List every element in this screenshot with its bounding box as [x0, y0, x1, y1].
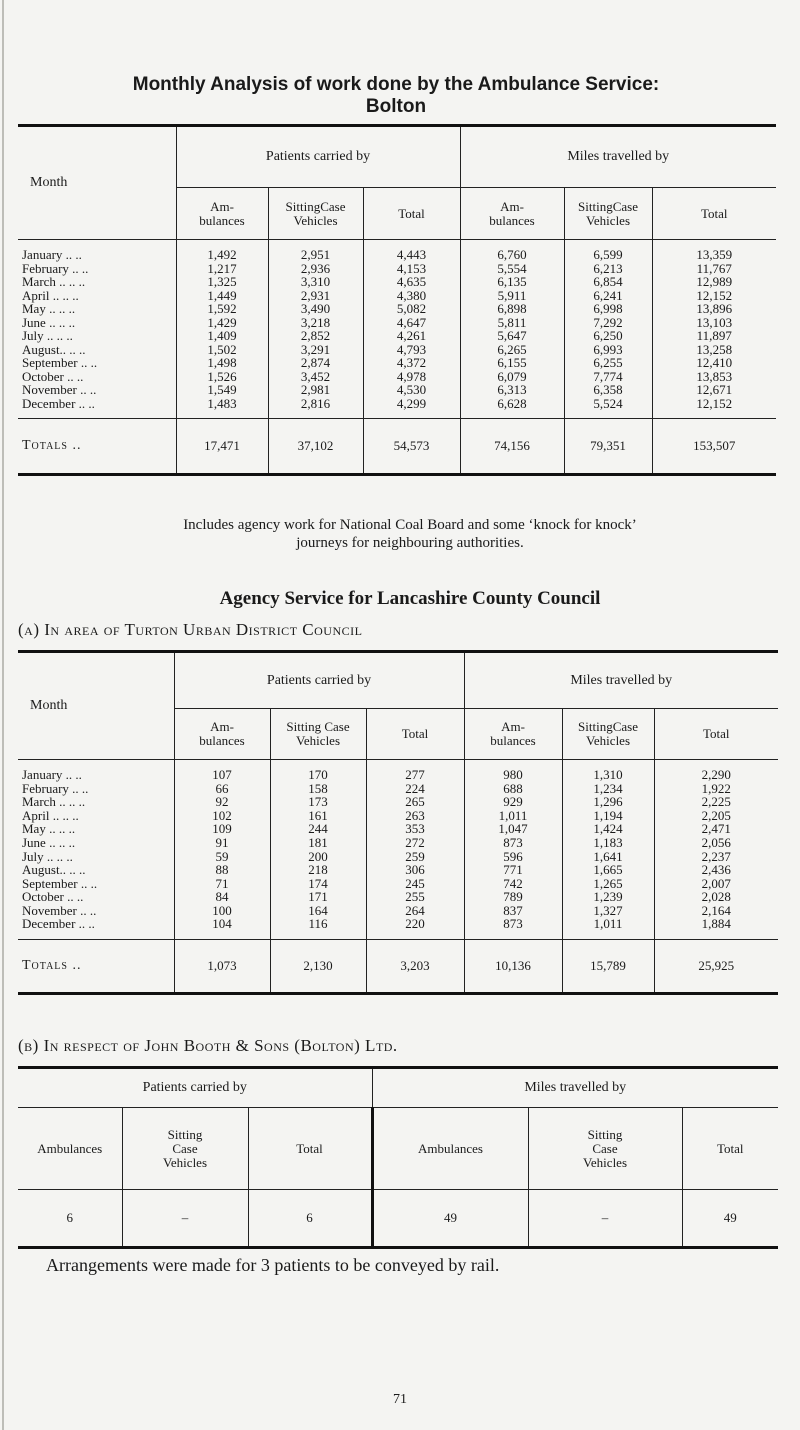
- value-cell: 2,436: [701, 862, 731, 878]
- value-cell: 2,874: [268, 356, 363, 370]
- booth-ambulances-header: Ambulances: [18, 1108, 122, 1190]
- value-cell: 789: [464, 890, 562, 904]
- month-cell: March .. .. ..: [18, 275, 176, 289]
- footnote-line-1: Includes agency work for National Coal Board and some ‘knock for knock’: [183, 517, 637, 533]
- value-cell: 6,599: [564, 240, 652, 262]
- value-cell: 6,250: [564, 329, 652, 343]
- booth-sitting-case-header: Sitting Case Vehicles: [122, 1108, 248, 1190]
- month-cell: July .. .. ..: [18, 329, 176, 343]
- sitting-case-miles-header: SittingCase Vehicles: [564, 188, 652, 240]
- booth-sitting-case-miles-header: Sitting Case Vehicles: [528, 1108, 682, 1190]
- value-cell: 1,884: [701, 916, 731, 932]
- value-cell: 66: [174, 782, 270, 796]
- value-cell: 1,641: [562, 849, 654, 863]
- value-cell: 4,380: [363, 289, 460, 303]
- month-cell: June .. .. ..: [18, 836, 174, 850]
- value-cell: 5,647: [460, 329, 564, 343]
- value-cell: 12,410: [696, 355, 733, 370]
- miles-travelled-header: Miles travelled by: [460, 126, 776, 188]
- value-cell: 6,313: [460, 383, 564, 397]
- table-row: [18, 760, 778, 782]
- value-cell: 353: [366, 822, 464, 836]
- value-cell: 6,135: [460, 275, 564, 289]
- value-cell: 1,502: [176, 343, 268, 357]
- table-row: [18, 302, 776, 316]
- value-cell: 71: [174, 877, 270, 891]
- month-cell: October .. ..: [18, 890, 174, 904]
- value-cell: 1,265: [562, 877, 654, 891]
- value-cell: 4,261: [363, 329, 460, 343]
- value-cell: 1,047: [464, 822, 562, 836]
- value-cell: 181: [270, 836, 366, 850]
- month-cell: December .. ..: [18, 397, 176, 419]
- booth-total-miles-header: Total: [716, 1140, 744, 1156]
- value-cell: 1,011: [562, 917, 654, 939]
- booth-value: –: [528, 1190, 682, 1248]
- value-cell: 170: [270, 760, 366, 782]
- booth-patients-header: Patients carried by: [18, 1068, 372, 1108]
- value-cell: 6,213: [564, 262, 652, 276]
- month-cell: September .. ..: [18, 356, 176, 370]
- value-cell: 5,911: [460, 289, 564, 303]
- page-edge-line: [2, 0, 4, 1430]
- miles-travelled-header: Miles travelled by: [464, 652, 778, 709]
- booth-miles-header: Miles travelled by: [372, 1068, 778, 1108]
- sitting-case-miles-header: SittingCase Vehicles: [562, 709, 654, 760]
- month-cell: September .. ..: [18, 877, 174, 891]
- table-row: [18, 397, 776, 419]
- value-cell: 306: [366, 863, 464, 877]
- table-row: [18, 809, 778, 823]
- table-row: [18, 904, 778, 918]
- page-number: 71: [393, 1392, 407, 1407]
- value-cell: 4,647: [363, 316, 460, 330]
- value-cell: 6,255: [564, 356, 652, 370]
- value-cell: 1,310: [562, 760, 654, 782]
- booth-value: 49: [723, 1210, 737, 1226]
- value-cell: 263: [366, 809, 464, 823]
- ambulances-miles-header: Am- bulances: [464, 709, 562, 760]
- table-row: [18, 329, 776, 343]
- value-cell: 1,429: [176, 316, 268, 330]
- value-cell: 13,103: [696, 314, 733, 330]
- table-row: [18, 383, 776, 397]
- value-cell: 6,998: [564, 302, 652, 316]
- footnote-line-2: journeys for neighbouring authorities.: [296, 535, 524, 551]
- value-cell: 4,793: [363, 343, 460, 357]
- table-row: [18, 836, 778, 850]
- value-cell: 59: [174, 849, 270, 863]
- value-cell: 84: [174, 890, 270, 904]
- value-cell: 107: [174, 760, 270, 782]
- total-value: 10,136: [464, 939, 562, 993]
- value-cell: 6,898: [460, 302, 564, 316]
- value-cell: 272: [366, 836, 464, 850]
- value-cell: 6,265: [460, 343, 564, 357]
- month-cell: March .. .. ..: [18, 795, 174, 809]
- value-cell: 1,492: [176, 240, 268, 262]
- table-row: [18, 890, 778, 904]
- table-row: [18, 822, 778, 836]
- value-cell: 2,471: [701, 821, 731, 837]
- value-cell: 6,760: [460, 240, 564, 262]
- arrangements-note: Arrangements were made for 3 patients to be conveyed by rail.: [46, 1255, 500, 1275]
- booth-value: 6: [248, 1190, 372, 1248]
- value-cell: 6,854: [564, 275, 652, 289]
- month-cell: January .. ..: [18, 760, 174, 782]
- value-cell: 6,155: [460, 356, 564, 370]
- value-cell: 2,225: [701, 794, 731, 810]
- value-cell: 244: [270, 822, 366, 836]
- table-row: [18, 343, 776, 357]
- total-value: 3,203: [366, 939, 464, 993]
- footnote: [40, 516, 780, 552]
- agency-title: Agency Service for Lancashire County Council: [219, 588, 601, 609]
- turton-heading: (a) In area of Turton Urban District Council: [18, 620, 363, 639]
- bolton-rows: [18, 240, 776, 419]
- title-line-2: Bolton: [365, 96, 427, 117]
- booth-value: –: [122, 1190, 248, 1248]
- value-cell: 6,993: [564, 343, 652, 357]
- value-cell: 1,498: [176, 356, 268, 370]
- value-cell: 4,530: [363, 383, 460, 397]
- value-cell: 5,082: [363, 302, 460, 316]
- value-cell: 929: [464, 795, 562, 809]
- value-cell: 742: [464, 877, 562, 891]
- value-cell: 873: [464, 917, 562, 939]
- totals-label: Totals ..: [18, 419, 176, 475]
- ambulances-miles-header: Am- bulances: [460, 188, 564, 240]
- value-cell: 259: [366, 849, 464, 863]
- value-cell: 2,007: [701, 875, 731, 891]
- value-cell: 1,325: [176, 275, 268, 289]
- table-row: [18, 240, 776, 262]
- value-cell: 2,028: [701, 889, 731, 905]
- value-cell: 224: [366, 782, 464, 796]
- value-cell: 11,767: [696, 260, 732, 276]
- month-cell: November .. ..: [18, 383, 176, 397]
- total-value: 1,073: [174, 939, 270, 993]
- value-cell: 102: [174, 809, 270, 823]
- month-cell: August.. .. ..: [18, 863, 174, 877]
- month-cell: October .. ..: [18, 370, 176, 384]
- value-cell: 4,299: [363, 397, 460, 419]
- month-cell: August.. .. ..: [18, 343, 176, 357]
- month-cell: February .. ..: [18, 782, 174, 796]
- value-cell: 88: [174, 863, 270, 877]
- value-cell: 2,816: [268, 397, 363, 419]
- total-header: Total: [366, 709, 464, 760]
- value-cell: 200: [270, 849, 366, 863]
- value-cell: 12,152: [696, 287, 733, 303]
- value-cell: 771: [464, 863, 562, 877]
- value-cell: 837: [464, 904, 562, 918]
- value-cell: 2,056: [701, 834, 731, 850]
- value-cell: 11,897: [696, 328, 732, 343]
- value-cell: 2,290: [701, 767, 731, 782]
- value-cell: 1,296: [562, 795, 654, 809]
- total-value: 153,507: [693, 438, 736, 454]
- value-cell: 2,852: [268, 329, 363, 343]
- value-cell: 2,164: [701, 902, 731, 918]
- booth-table: [18, 1066, 778, 1249]
- page-title: [16, 74, 776, 118]
- total-value: 17,471: [176, 419, 268, 475]
- value-cell: 1,194: [562, 809, 654, 823]
- sitting-case-header: SittingCase Vehicles: [268, 188, 363, 240]
- value-cell: 109: [174, 822, 270, 836]
- value-cell: 1,483: [176, 397, 268, 419]
- value-cell: 4,443: [363, 240, 460, 262]
- value-cell: 6,358: [564, 383, 652, 397]
- total-value: 79,351: [564, 419, 652, 475]
- value-cell: 277: [366, 760, 464, 782]
- value-cell: 1,217: [176, 262, 268, 276]
- table-row: [18, 877, 778, 891]
- value-cell: 1,922: [701, 780, 731, 796]
- booth-total-header: Total: [248, 1108, 372, 1190]
- value-cell: 161: [270, 809, 366, 823]
- value-cell: 4,635: [363, 275, 460, 289]
- value-cell: 218: [270, 863, 366, 877]
- table-row: [18, 262, 776, 276]
- value-cell: 7,774: [564, 370, 652, 384]
- table-row: [18, 370, 776, 384]
- value-cell: 174: [270, 877, 366, 891]
- value-cell: 12,671: [696, 382, 733, 397]
- value-cell: 596: [464, 849, 562, 863]
- value-cell: 688: [464, 782, 562, 796]
- total-value: 74,156: [460, 419, 564, 475]
- booth-value: 49: [372, 1190, 528, 1248]
- sitting-case-header: Sitting Case Vehicles: [270, 709, 366, 760]
- total-value: 15,789: [562, 939, 654, 993]
- value-cell: 264: [366, 904, 464, 918]
- table-row: [18, 795, 778, 809]
- value-cell: 13,896: [696, 301, 733, 316]
- value-cell: 4,978: [363, 370, 460, 384]
- value-cell: 173: [270, 795, 366, 809]
- value-cell: 5,524: [564, 397, 652, 419]
- month-cell: November .. ..: [18, 904, 174, 918]
- value-cell: 1,409: [176, 329, 268, 343]
- month-header: Month: [18, 652, 174, 760]
- value-cell: 3,291: [268, 343, 363, 357]
- ambulances-header: Am- bulances: [174, 709, 270, 760]
- value-cell: 3,310: [268, 275, 363, 289]
- value-cell: 13,853: [696, 368, 733, 384]
- value-cell: 1,526: [176, 370, 268, 384]
- table-row: [18, 356, 776, 370]
- value-cell: 1,549: [176, 383, 268, 397]
- month-header: Month: [18, 126, 176, 240]
- value-cell: 12,152: [696, 395, 733, 411]
- month-cell: April .. .. ..: [18, 289, 176, 303]
- patients-carried-header: Patients carried by: [174, 652, 464, 709]
- bolton-table: [18, 124, 776, 476]
- value-cell: 116: [270, 917, 366, 939]
- value-cell: 158: [270, 782, 366, 796]
- value-cell: 1,011: [464, 809, 562, 823]
- value-cell: 4,153: [363, 262, 460, 276]
- value-cell: 7,292: [564, 316, 652, 330]
- total-miles-header: Total: [700, 205, 728, 221]
- value-cell: 1,327: [562, 904, 654, 918]
- table-row: [18, 863, 778, 877]
- value-cell: 171: [270, 890, 366, 904]
- value-cell: 5,554: [460, 262, 564, 276]
- booth-ambulances-miles-header: Ambulances: [372, 1108, 528, 1190]
- value-cell: 1,234: [562, 782, 654, 796]
- total-value: 25,925: [698, 958, 735, 974]
- month-cell: May .. .. ..: [18, 302, 176, 316]
- month-cell: February .. ..: [18, 262, 176, 276]
- value-cell: 6,079: [460, 370, 564, 384]
- total-value: 37,102: [268, 419, 363, 475]
- booth-heading: (b) In respect of John Booth & Sons (Bolton) Ltd.: [18, 1036, 398, 1055]
- month-cell: June .. .. ..: [18, 316, 176, 330]
- value-cell: 255: [366, 890, 464, 904]
- value-cell: 1,183: [562, 836, 654, 850]
- value-cell: 3,452: [268, 370, 363, 384]
- total-value: 54,573: [363, 419, 460, 475]
- value-cell: 91: [174, 836, 270, 850]
- table-row: [18, 849, 778, 863]
- month-cell: July .. .. ..: [18, 849, 174, 863]
- total-value: 2,130: [270, 939, 366, 993]
- value-cell: 13,258: [696, 341, 733, 357]
- value-cell: 245: [366, 877, 464, 891]
- month-cell: May .. .. ..: [18, 822, 174, 836]
- value-cell: 220: [366, 917, 464, 939]
- totals-label: Totals ..: [18, 939, 174, 993]
- table-row: [18, 275, 776, 289]
- month-cell: January .. ..: [18, 240, 176, 262]
- value-cell: 104: [174, 917, 270, 939]
- value-cell: 100: [174, 904, 270, 918]
- value-cell: 2,951: [268, 240, 363, 262]
- table-row: [18, 917, 778, 939]
- value-cell: 980: [464, 760, 562, 782]
- value-cell: 2,237: [701, 848, 731, 864]
- value-cell: 1,239: [562, 890, 654, 904]
- value-cell: 5,811: [460, 316, 564, 330]
- booth-value: 6: [18, 1190, 122, 1248]
- value-cell: 2,205: [701, 807, 731, 823]
- value-cell: 13,359: [696, 247, 733, 262]
- ambulances-header: Am- bulances: [176, 188, 268, 240]
- value-cell: 6,241: [564, 289, 652, 303]
- total-miles-header: Total: [702, 726, 730, 741]
- value-cell: 1,592: [176, 302, 268, 316]
- table-row: [18, 289, 776, 303]
- value-cell: 265: [366, 795, 464, 809]
- value-cell: 2,931: [268, 289, 363, 303]
- table-row: [18, 782, 778, 796]
- value-cell: 92: [174, 795, 270, 809]
- value-cell: 1,424: [562, 822, 654, 836]
- value-cell: 164: [270, 904, 366, 918]
- month-cell: April .. .. ..: [18, 809, 174, 823]
- value-cell: 2,936: [268, 262, 363, 276]
- value-cell: 873: [464, 836, 562, 850]
- turton-rows: [18, 760, 778, 940]
- title-line-1: Monthly Analysis of work done by the Ambulance Service:: [132, 74, 660, 95]
- value-cell: 3,490: [268, 302, 363, 316]
- value-cell: 3,218: [268, 316, 363, 330]
- value-cell: 2,981: [268, 383, 363, 397]
- value-cell: 1,449: [176, 289, 268, 303]
- value-cell: 4,372: [363, 356, 460, 370]
- turton-table: [18, 650, 778, 995]
- month-cell: December .. ..: [18, 917, 174, 939]
- value-cell: 6,628: [460, 397, 564, 419]
- patients-carried-header: Patients carried by: [176, 126, 460, 188]
- value-cell: 1,665: [562, 863, 654, 877]
- table-row: [18, 316, 776, 330]
- value-cell: 12,989: [696, 274, 733, 289]
- total-header: Total: [363, 188, 460, 240]
